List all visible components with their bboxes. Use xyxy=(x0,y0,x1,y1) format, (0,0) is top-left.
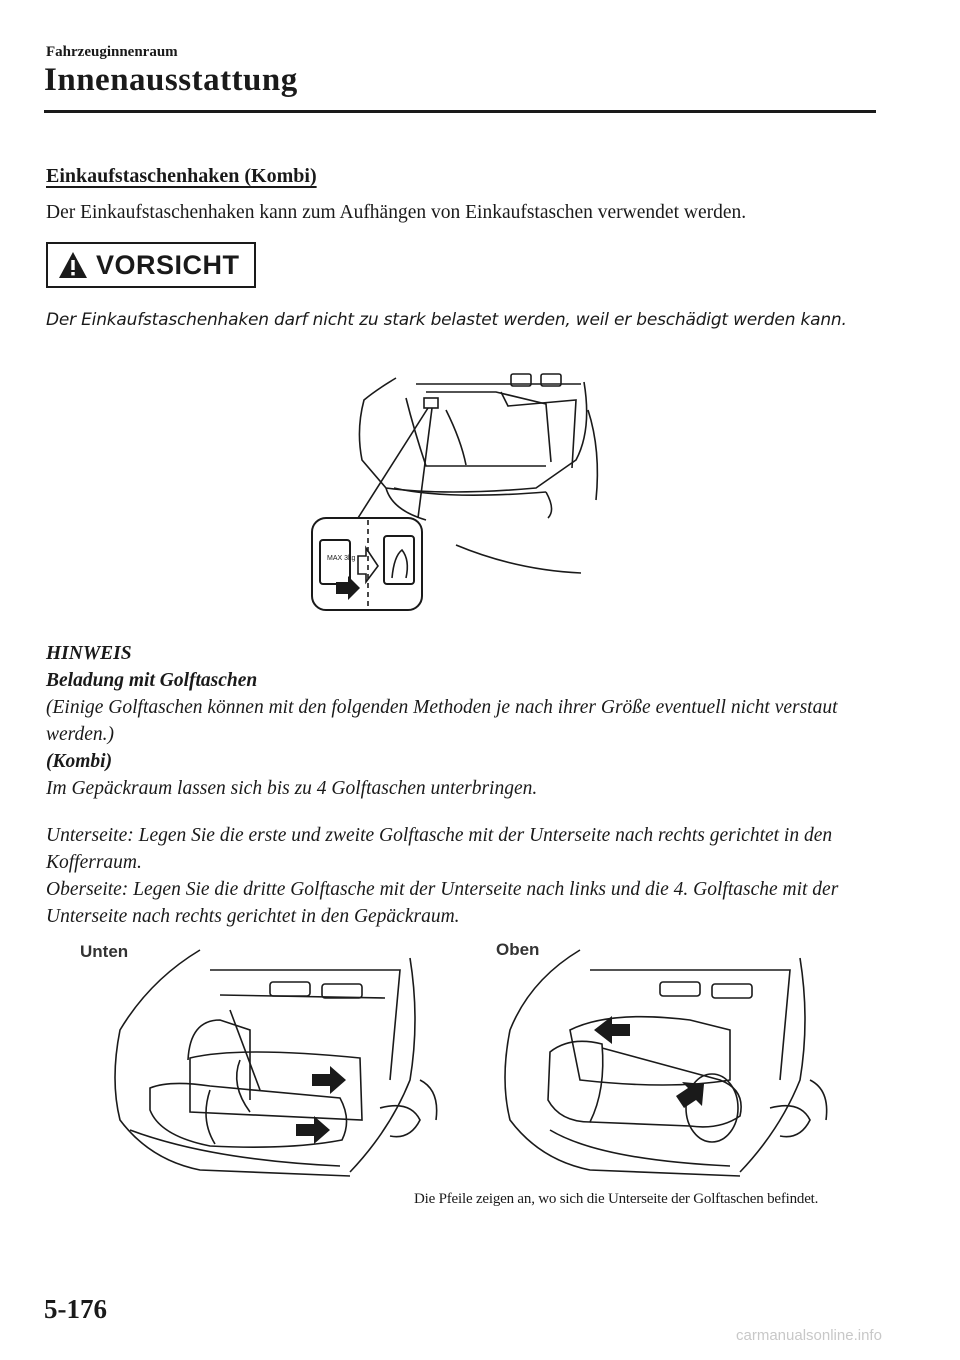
title-divider xyxy=(44,110,876,113)
warning-box xyxy=(46,242,256,288)
section-heading: Einkaufstaschenhaken (Kombi) xyxy=(46,165,317,187)
hinweis-note: (Einige Golftaschen können mit den folgenden Methoden je nach ihrer Größe eventuell nicht verstaut werden.) xyxy=(46,697,838,745)
hinweis-variant: (Kombi) xyxy=(46,751,113,772)
intro-paragraph: Der Einkaufstaschenhaken kann zum Aufhängen von Einkaufstaschen verwendet werden. xyxy=(46,202,747,223)
warning-triangle-icon xyxy=(58,251,88,279)
golf-bags-top-illustration xyxy=(490,940,840,1190)
arrow-icon xyxy=(336,576,360,600)
arrow-icon xyxy=(676,1082,704,1108)
hinweis-title: Beladung mit Golftaschen xyxy=(46,670,258,691)
figure-caption: Die Pfeile zeigen an, wo sich die Unterseite der Golftaschen befindet. xyxy=(414,1191,819,1207)
page-number: 5-176 xyxy=(44,1294,107,1324)
hinweis-capacity: Im Gepäckraum lassen sich bis zu 4 Golftaschen unterbringen. xyxy=(46,778,538,799)
arrow-icon xyxy=(296,1116,330,1144)
watermark[interactable]: carmanualsonline.info xyxy=(736,1327,882,1344)
hinweis-block xyxy=(46,640,866,930)
figure-label-unten: Unten xyxy=(80,942,129,961)
golf-bags-bottom-illustration xyxy=(90,940,440,1190)
hook-label: MAX 3kg xyxy=(327,555,356,562)
section-label: Fahrzeuginnenraum xyxy=(46,44,178,60)
hinweis-label: HINWEIS xyxy=(46,643,132,664)
page-title: Innenausstattung xyxy=(44,62,298,98)
hinweis-bottom-text: Unterseite: Legen Sie die erste und zweite Golftasche mit der Unterseite nach rechts gerichtet in den Kofferraum. xyxy=(46,825,833,873)
hinweis-top-text: Oberseite: Legen Sie die dritte Golftasche mit der Unterseite nach links und die 4. Golftasche mit der Unterseite nach rechts gerichtet in den Gepäckraum. xyxy=(46,879,839,927)
figure-label-oben: Oben xyxy=(496,940,540,959)
trunk-hook-illustration xyxy=(296,370,616,620)
arrow-icon xyxy=(312,1066,346,1094)
warning-label: VORSICHT xyxy=(96,249,240,280)
warning-text: Der Einkaufstaschenhaken darf nicht zu stark belastet werden, weil er beschädigt werden kann. xyxy=(46,310,847,330)
